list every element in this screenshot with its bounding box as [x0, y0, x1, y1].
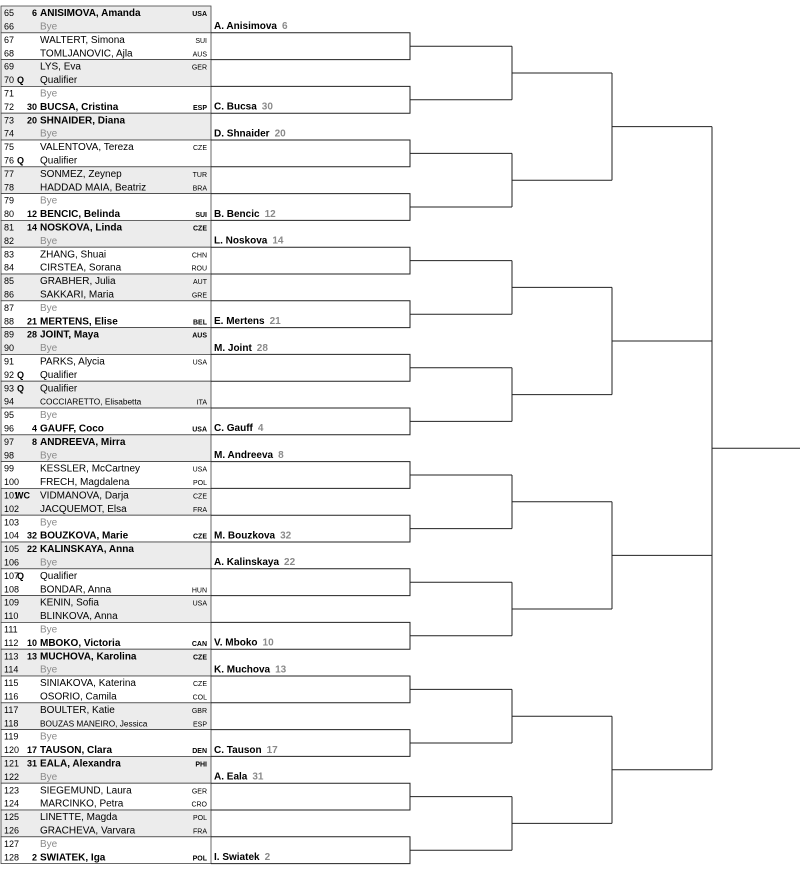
country-code: CRO	[191, 801, 207, 809]
country-code: TUR	[192, 171, 207, 179]
draw-position: 120	[4, 745, 20, 756]
country-code: SUI	[195, 212, 207, 220]
country-code: BEL	[193, 319, 207, 327]
country-code: POL	[192, 480, 207, 488]
player-name: OSORIO, Camila	[40, 691, 117, 703]
draw-position: 125	[4, 812, 20, 823]
player-name: Bye	[40, 343, 58, 355]
bracket-connector	[310, 140, 410, 167]
country-code: GRE	[191, 292, 207, 300]
player-name: Bye	[40, 235, 58, 247]
player-name: Bye	[40, 771, 58, 783]
draw-position: 101	[4, 490, 20, 501]
seed-label: 28	[26, 329, 37, 340]
player-name: GAUFF, Coco	[40, 423, 104, 435]
draw-position: 113	[4, 651, 19, 662]
player-name: NOSKOVA, Linda	[40, 222, 123, 234]
round2-player: A. Kalinskaya 22	[214, 557, 296, 569]
round2-seed: 21	[269, 316, 281, 327]
player-name: Qualifier	[40, 155, 78, 167]
round2-seed: 31	[252, 771, 264, 783]
country-code: AUS	[192, 51, 207, 59]
country-code: CZE	[193, 145, 207, 153]
match-box	[1, 354, 211, 381]
player-name: Bye	[40, 664, 58, 676]
bracket-connector	[310, 622, 410, 649]
country-code: GBR	[191, 707, 207, 715]
round2-player: D. Shnaider 20	[214, 128, 286, 140]
country-code: ESP	[192, 104, 207, 112]
match-box	[1, 60, 211, 87]
country-code: USA	[192, 600, 207, 608]
player-name: TAUSON, Clara	[40, 745, 113, 757]
player-name: ANISIMOVA, Amanda	[40, 8, 141, 20]
round2-player: M. Joint 28	[214, 342, 268, 354]
player-name: BOUZKOVA, Marie	[40, 530, 129, 542]
round2-seed: 14	[272, 235, 284, 247]
draw-position: 84	[4, 262, 15, 273]
round2-player: K. Muchova 13	[214, 664, 287, 676]
bracket-connector	[310, 33, 410, 60]
player-name: GRABHER, Julia	[40, 276, 116, 288]
draw-position: 93	[4, 383, 15, 394]
country-code: USA	[192, 426, 207, 434]
round2-seed: 22	[284, 557, 296, 569]
round2-player: B. Bencic 12	[214, 208, 276, 220]
round2-player: C. Tauson 17	[214, 744, 278, 756]
player-name: Bye	[40, 128, 58, 140]
draw-position: 102	[4, 503, 20, 514]
draw-position: 116	[4, 691, 19, 702]
draw-position: 95	[4, 410, 15, 421]
round2-seed: 13	[275, 664, 287, 676]
round2-seed: 8	[278, 450, 284, 461]
bracket-connector	[310, 354, 410, 381]
draw-position: 107	[4, 570, 20, 581]
draw-position: 80	[4, 209, 15, 220]
seed-label: WC	[15, 490, 30, 501]
player-name: SINIAKOVA, Katerina	[40, 678, 136, 690]
round2-seed: 4	[257, 423, 264, 435]
round2-seed: 2	[264, 852, 271, 863]
draw-position: 81	[4, 222, 15, 233]
seed-label: Q	[17, 155, 25, 166]
country-code: ITA	[196, 399, 207, 407]
country-code: POL	[192, 815, 207, 823]
seed-label: 10	[26, 637, 37, 648]
draw-position: 75	[4, 142, 15, 153]
draw-position: 127	[4, 838, 20, 849]
draw-position: 76	[4, 155, 15, 166]
country-code: FRA	[193, 506, 207, 514]
draw-position: 126	[4, 825, 20, 836]
round2-player: M. Bouzkova 32	[214, 530, 292, 542]
bracket-connector	[310, 783, 410, 810]
draw-position: 72	[4, 101, 15, 112]
draw-position: 73	[4, 115, 15, 126]
draw-position: 83	[4, 249, 15, 260]
round2-seed: 12	[264, 208, 276, 220]
country-code: CAN	[191, 640, 207, 648]
draw-position: 104	[4, 530, 20, 541]
player-name: Qualifier	[40, 369, 78, 381]
country-code: USA	[192, 11, 207, 19]
player-name: MUCHOVA, Karolina	[40, 651, 137, 663]
player-name: SONMEZ, Zeynep	[40, 168, 122, 180]
draw-position: 78	[4, 182, 15, 193]
player-name: Bye	[40, 517, 58, 529]
player-name: Qualifier	[40, 75, 78, 87]
draw-position: 121	[4, 758, 20, 769]
bracket-connector	[310, 86, 410, 113]
draw-position: 79	[4, 195, 15, 206]
seed-label: 6	[31, 8, 37, 19]
draw-position: 90	[4, 343, 15, 354]
round2-player: E. Mertens 21	[214, 316, 281, 327]
player-name: CIRSTEA, Sorana	[40, 262, 122, 274]
draw-position: 92	[4, 369, 15, 380]
player-name: ZHANG, Shuai	[40, 249, 107, 261]
round2-seed: 28	[256, 342, 268, 354]
player-name: BENCIC, Belinda	[40, 209, 121, 221]
draw-position: 115	[4, 678, 19, 689]
player-name: BLINKOVA, Anna	[40, 611, 118, 623]
player-name: Bye	[40, 557, 58, 569]
player-name: VALENTOVA, Tereza	[40, 142, 134, 154]
player-name: BOUZAS MANEIRO, Jessica	[40, 718, 148, 729]
seed-label: 30	[26, 101, 37, 112]
draw-position: 111	[4, 624, 18, 635]
seed-label: 20	[26, 115, 37, 126]
country-code: AUS	[192, 332, 207, 340]
draw-position: 119	[4, 731, 19, 742]
draw-position: 112	[4, 637, 19, 648]
player-name: SIEGEMUND, Laura	[40, 785, 132, 797]
draw-position: 70	[4, 75, 15, 86]
draw-position: 97	[4, 436, 15, 447]
player-name: SHNAIDER, Diana	[40, 115, 126, 127]
draw-position: 110	[4, 611, 19, 622]
country-code: CZE	[193, 493, 207, 501]
country-code: GER	[191, 788, 207, 796]
country-code: DEN	[192, 748, 207, 756]
country-code: GER	[191, 64, 207, 72]
draw-position: 124	[4, 798, 20, 809]
country-code: PHI	[195, 761, 207, 769]
player-name: Bye	[40, 410, 58, 422]
draw-position: 69	[4, 61, 15, 72]
player-name: MARCINKO, Petra	[40, 798, 124, 810]
seed-label: 8	[31, 436, 37, 447]
seed-label: Q	[17, 570, 25, 581]
seed-label: 2	[31, 852, 37, 863]
country-code: ROU	[191, 265, 207, 273]
draw-position: 74	[4, 128, 15, 139]
draw-position: 94	[4, 396, 15, 407]
draw-position: 66	[4, 21, 15, 32]
player-name: Bye	[40, 450, 58, 462]
draw-position: 118	[4, 718, 19, 729]
draw-position: 91	[4, 356, 15, 367]
seed-label: Q	[17, 75, 25, 86]
draw-position: 67	[4, 34, 15, 45]
player-name: MBOKO, Victoria	[40, 637, 121, 649]
country-code: FRA	[193, 828, 207, 836]
player-name: JOINT, Maya	[40, 329, 99, 341]
draw-position: 85	[4, 276, 15, 287]
draw-position: 100	[4, 477, 20, 488]
player-name: KESSLER, McCartney	[40, 463, 141, 475]
player-name: VIDMANOVA, Darja	[40, 490, 129, 502]
round2-player: A. Eala 31	[214, 771, 264, 783]
player-name: Bye	[40, 624, 58, 636]
player-name: KENIN, Sofia	[40, 597, 99, 609]
draw-position: 122	[4, 771, 20, 782]
draw-position: 117	[4, 704, 19, 715]
round2-seed: 20	[274, 128, 286, 140]
player-name: WALTERT, Simona	[40, 34, 125, 46]
player-name: SAKKARI, Maria	[40, 289, 114, 301]
country-code: CZE	[193, 654, 207, 662]
player-name: BOULTER, Katie	[40, 704, 115, 716]
country-code: BRA	[192, 185, 207, 193]
round2-seed: 32	[280, 530, 292, 542]
draw-position: 68	[4, 48, 15, 59]
player-name: Qualifier	[40, 570, 78, 582]
draw-position: 103	[4, 517, 20, 528]
country-code: HUN	[191, 587, 207, 595]
bracket-connector	[310, 837, 410, 864]
player-name: FRECH, Magdalena	[40, 477, 130, 489]
bracket-connector	[310, 247, 410, 274]
seed-label: 21	[26, 316, 37, 327]
bracket-connector	[310, 515, 410, 542]
bracket-connector	[310, 569, 410, 596]
country-code: CZE	[193, 225, 207, 233]
seed-label: 31	[26, 758, 37, 769]
draw-position: 106	[4, 557, 20, 568]
player-name: Bye	[40, 731, 58, 743]
round2-player: L. Noskova 14	[214, 235, 284, 247]
round2-seed: 6	[281, 21, 288, 33]
draw-position: 109	[4, 597, 20, 608]
country-code: ESP	[192, 721, 207, 729]
draw-position: 123	[4, 785, 20, 796]
player-name: LYS, Eva	[40, 61, 81, 73]
draw-position: 98	[4, 450, 15, 461]
draw-position: 71	[4, 88, 15, 99]
player-name: Qualifier	[40, 383, 78, 395]
player-name: BONDAR, Anna	[40, 584, 112, 596]
player-name: PARKS, Alycia	[40, 356, 105, 368]
draw-position: 65	[4, 8, 15, 19]
bracket-connector	[310, 408, 410, 435]
round2-seed: 10	[262, 637, 274, 649]
player-name: HADDAD MAIA, Beatriz	[40, 182, 147, 194]
player-name: Bye	[40, 302, 58, 314]
player-name: Bye	[40, 838, 58, 850]
country-code: SUI	[195, 37, 207, 45]
player-name: EALA, Alexandra	[40, 758, 121, 770]
draw-position: 105	[4, 544, 20, 555]
draw-position: 114	[4, 664, 19, 675]
bracket-connector	[310, 462, 410, 489]
bracket-connector	[310, 730, 410, 757]
player-name: LINETTE, Magda	[40, 812, 118, 824]
country-code: CHN	[191, 252, 207, 260]
seed-label: 4	[31, 423, 37, 434]
draw-position: 87	[4, 302, 15, 313]
country-code: USA	[192, 466, 207, 474]
player-name: Bye	[40, 88, 58, 100]
player-name: COCCIARETTO, Elisabetta	[40, 396, 142, 407]
seed-label: 22	[26, 544, 37, 555]
draw-position: 82	[4, 235, 15, 246]
country-code: POL	[192, 855, 207, 863]
seed-label: 32	[26, 530, 37, 541]
draw-position: 88	[4, 316, 15, 327]
round2-player: C. Gauff 4	[214, 423, 264, 435]
bracket-connector	[310, 194, 410, 221]
country-code: AUT	[193, 279, 207, 287]
round2-seed: 17	[266, 744, 278, 756]
player-name: ANDREEVA, Mirra	[40, 436, 126, 448]
player-name: TOMLJANOVIC, Ajla	[40, 48, 133, 60]
round2-player: M. Andreeva 8	[214, 450, 284, 461]
country-code: COL	[192, 694, 207, 702]
draw-position: 99	[4, 463, 15, 474]
seed-label: 17	[26, 745, 37, 756]
seed-label: Q	[17, 369, 25, 380]
player-name: JACQUEMOT, Elsa	[40, 503, 127, 515]
country-code: CZE	[193, 681, 207, 689]
player-name: Bye	[40, 21, 58, 33]
round2-player: A. Anisimova 6	[214, 21, 288, 33]
player-name: SWIATEK, Iga	[40, 852, 106, 864]
draw-position: 86	[4, 289, 15, 300]
draw-position: 77	[4, 168, 15, 179]
country-code: USA	[192, 359, 207, 367]
seed-label: Q	[17, 383, 25, 394]
seed-label: 13	[26, 651, 37, 662]
draw-position: 108	[4, 584, 20, 595]
player-name: Bye	[40, 195, 58, 207]
player-name: GRACHEVA, Varvara	[40, 825, 136, 837]
round2-player: I. Swiatek 2	[214, 852, 271, 863]
country-code: CZE	[193, 533, 207, 541]
round2-player: C. Bucsa 30	[214, 101, 273, 113]
draw-position: 89	[4, 329, 15, 340]
player-name: KALINSKAYA, Anna	[40, 544, 134, 556]
draw-position: 96	[4, 423, 15, 434]
player-name: BUCSA, Cristina	[40, 101, 119, 113]
seed-label: 14	[26, 222, 37, 233]
bracket-connector	[310, 301, 410, 328]
round2-seed: 30	[261, 101, 273, 113]
player-name: MERTENS, Elise	[40, 316, 118, 328]
bracket-connector	[310, 676, 410, 703]
seed-label: 12	[26, 209, 37, 220]
draw-position: 128	[4, 852, 20, 863]
round2-player: V. Mboko 10	[214, 637, 274, 649]
